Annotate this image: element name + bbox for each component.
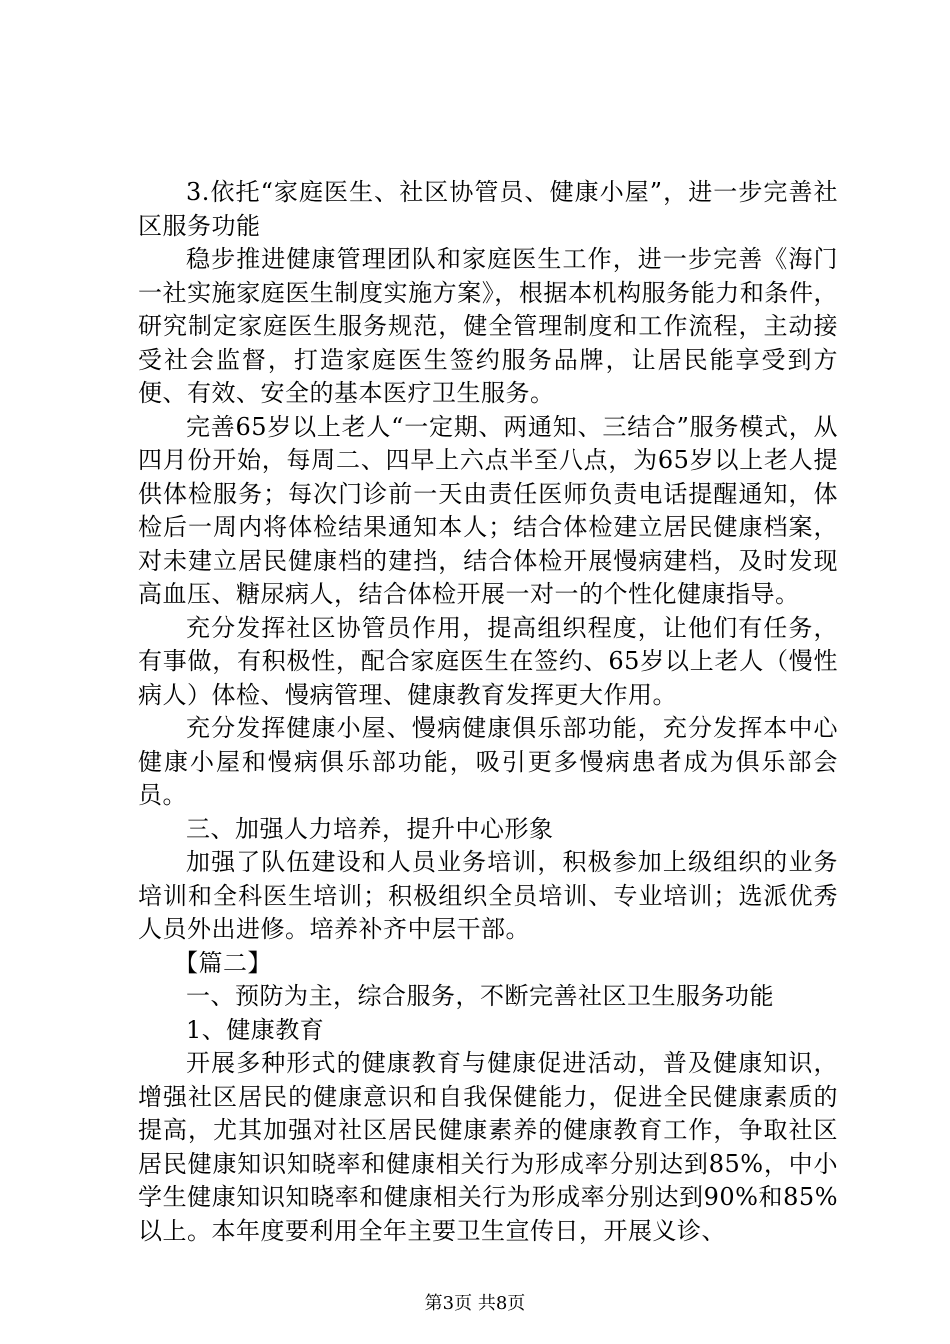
paragraph-heading-health-education: 1、健康教育	[186, 1015, 325, 1044]
page-number-footer: 第3页 共8页	[424, 1293, 526, 1314]
paragraph-family-doctor: 稳步推进健康管理团队和家庭医生工作，进一步完善《海门一社实施家庭医生制度实施方案》，根据本机构服务能力和条件，研究制定家庭医生服务规范，健全管理制度和工作流程，主动接受社会监督，打造家庭医生签约服务品牌，让居民能享受到方便、有效、安全的基本医疗卫生服务。	[138, 245, 838, 407]
paragraph-part-two-heading: 【篇二】	[174, 948, 272, 977]
paragraph-health-hut: 充分发挥健康小屋、慢病健康俱乐部功能，充分发挥本中心健康小屋和慢病俱乐部功能，吸引更多慢病患者成为俱乐部会员。	[138, 714, 838, 809]
paragraph-heading-prevention: 一、预防为主，综合服务，不断完善社区卫生服务功能	[186, 982, 774, 1010]
document-body	[138, 176, 838, 1248]
paragraph-heading-manpower: 三、加强人力培养，提升中心形象	[186, 814, 554, 843]
paragraph-health-education: 开展多种形式的健康教育与健康促进活动，普及健康知识，增强社区居民的健康意识和自我保健能力，促进全民健康素质的提高，尤其加强对社区居民健康素养的健康教育工作，争取社区居民健康知识知晓率和健康相关行为形成率分别达到85%，中小学生健康知识知晓率和健康相关行为形成率分别达到90%和85%以上。本年度要利用全年主要卫生宣传日，开展义诊、	[138, 1049, 838, 1245]
paragraph-community-coordinator: 充分发挥社区协管员作用，提高组织程度，让他们有任务，有事做，有积极性，配合家庭医生在签约、65岁以上老人（慢性病人）体检、慢病管理、健康教育发挥更大作用。	[138, 613, 838, 709]
paragraph-section-3-heading: 3.依托“家庭医生、社区协管员、健康小屋”，进一步完善社区服务功能	[138, 178, 838, 240]
paragraph-elderly-service: 完善65岁以上老人“一定期、两通知、三结合”服务模式，从四月份开始，每周二、四早上六点半至八点，为65岁以上老人提供体检服务；每次门诊前一天由责任医师负责电话提醒通知，体检后一周内将体检结果通知本人；结合体检建立居民健康档案，对未建立居民健康档的建挡，结合体检开展慢病建档，及时发现高血压、糖尿病人，结合体检开展一对一的个性化健康指导。	[138, 412, 838, 608]
paragraph-training: 加强了队伍建设和人员业务培训，积极参加上级组织的业务培训和全科医生培训；积极组织全员培训、专业培训；选派优秀人员外出进修。培养补齐中层干部。	[138, 848, 838, 943]
